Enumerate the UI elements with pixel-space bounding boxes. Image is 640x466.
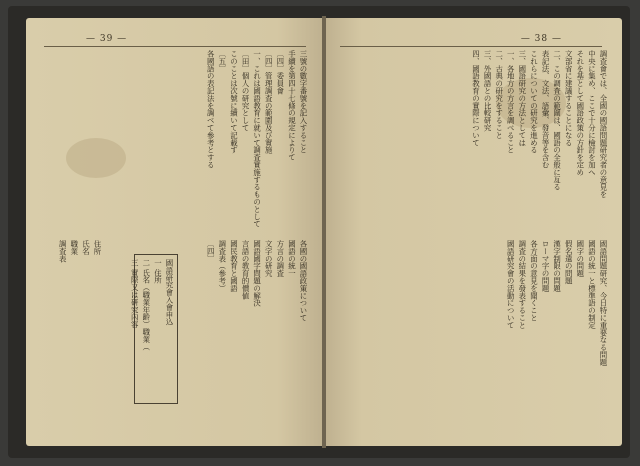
text-column: これらについての研究を進める xyxy=(529,50,539,154)
text-column: 文字の研究 xyxy=(264,240,274,277)
left-top-text xyxy=(38,50,308,228)
right-bottom-text xyxy=(336,240,608,430)
text-column: 漢字制限の問題 xyxy=(552,240,562,292)
application-form-box xyxy=(130,254,178,404)
text-column: 一、これは國語教育に就いて調査實施するものとして xyxy=(252,50,262,228)
text-column: 三號の數字番號を記入すること xyxy=(299,50,308,154)
left-bottom-right-text xyxy=(158,240,308,430)
text-column: 各方面の意見を聞くこと xyxy=(529,240,539,322)
survey-title: 調査表（參考） xyxy=(217,240,227,292)
text-column: 三、外國語との比較研究 xyxy=(483,50,493,132)
book-spread xyxy=(8,6,630,458)
form-line: 一 住所 xyxy=(153,259,163,284)
text-column: 假名遣の問題 xyxy=(564,240,574,285)
text-column: このことは次號に續いて記載す xyxy=(229,50,239,154)
text-column: 氏名 xyxy=(81,240,91,255)
text-column: 中央に集め、ここで十分に檢討を加へ xyxy=(587,50,597,176)
left-page-number: — 39 — xyxy=(86,34,128,44)
header-rule xyxy=(340,46,602,47)
text-column: 二、この調査の範圍は、國語の全般に亙る xyxy=(552,50,562,191)
right-top-text xyxy=(336,50,608,220)
text-column: 一、各地方の方言を調べること xyxy=(506,50,516,154)
text-column: 調査の結果を發表すること xyxy=(517,240,527,329)
text-column: 國字の問題 xyxy=(575,240,585,277)
text-column: 住所 xyxy=(93,240,102,255)
right-page xyxy=(326,18,622,446)
text-column: 職業 xyxy=(69,240,79,255)
section-label: 〔四〕 xyxy=(206,240,216,263)
text-column: 各國語の表記法を調べて參考とする xyxy=(206,50,216,169)
text-column: 手續を第四十七條の規定によりて xyxy=(287,50,297,161)
text-column: 二、古典の研究をすること xyxy=(494,50,504,139)
text-column: 國語國字問題の解決 xyxy=(252,240,262,307)
text-column: 國語問題研究、今日特に重要なる問題 xyxy=(599,240,608,366)
text-column: 文部省に建議することになる xyxy=(564,50,574,147)
text-column: ローマ字の問題 xyxy=(541,240,551,292)
text-column: 三、國語研究の方法としては xyxy=(517,50,527,147)
text-column: 國語研究會の活動について xyxy=(506,240,516,329)
right-page-number: — 38 — xyxy=(520,34,562,44)
text-column: 四、國語教育の實際について xyxy=(471,50,481,147)
form-line: 二 氏名（職業年齡）職業（ xyxy=(141,259,151,351)
text-column: 國語の統一と標準語の制定 xyxy=(587,240,597,329)
text-column: 國民教育と國語 xyxy=(229,240,239,292)
form-line: 三 實際又は研究內容 xyxy=(130,259,140,328)
header-rule xyxy=(44,46,306,47)
text-column: 表記法、文法、語彙、發音等を含む xyxy=(541,50,551,169)
text-column: 國語の統一 xyxy=(287,240,297,277)
text-column: 調査會では、全國の國語問題研究者の意見を xyxy=(599,50,608,198)
form-title: 國語研究會入會申込 xyxy=(165,259,174,326)
text-column: 言語の教育的價値 xyxy=(241,240,251,300)
text-column: 〔田〕個人の研究として xyxy=(241,50,251,132)
text-column: 〔四〕委員會 xyxy=(275,50,285,95)
left-bottom-left-text xyxy=(48,240,102,430)
left-page xyxy=(26,18,322,446)
text-column: 方言の調査 xyxy=(275,240,285,277)
text-column: 〔五〕 xyxy=(217,50,227,73)
text-column: 調査表 xyxy=(58,240,68,263)
text-column: それを基として國語政策の方針を定め xyxy=(575,50,585,176)
text-column: 〔四〕管理調査の範圍及び實施 xyxy=(264,50,274,154)
text-column: 各國の國語政策について xyxy=(299,240,308,322)
